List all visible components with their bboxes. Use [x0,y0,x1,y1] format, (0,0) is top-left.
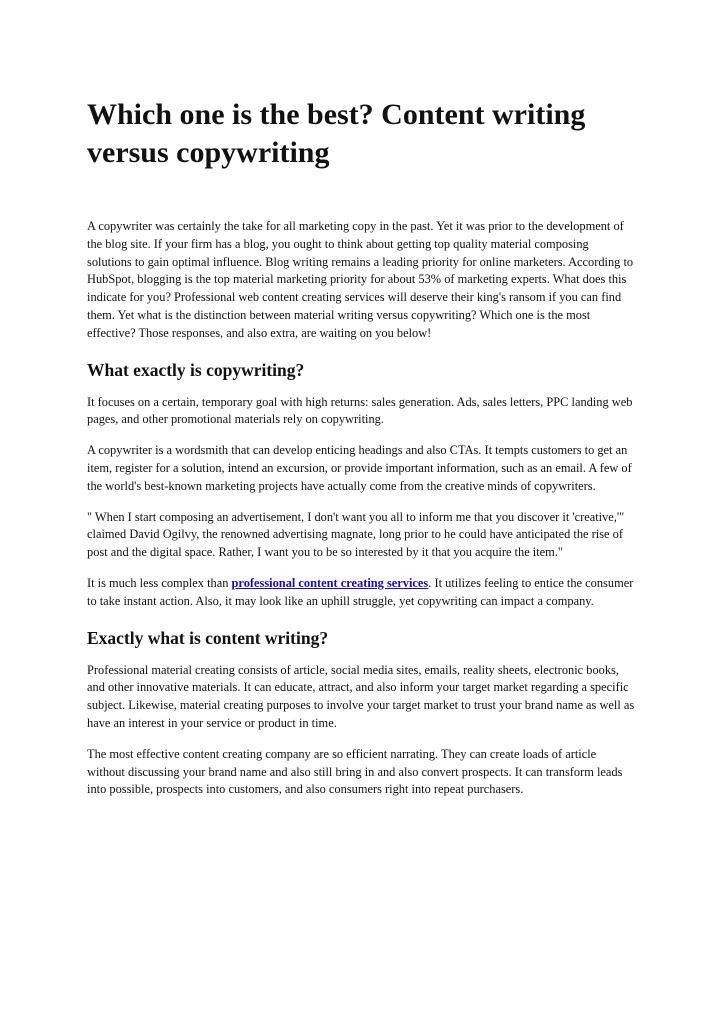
section-heading-content-writing: Exactly what is content writing? [87,627,329,648]
content-writing-paragraph-1: Professional material creating consists of article, social media sites, emails, reality sheets, electronic books, and other innovative materials. It can educate, attract, and also inform your target market regarding a specific subject. Likewise, material creating purposes to involve your target market to trust your brand name as well as have an interest in your service or product in time. [87,662,635,730]
copywriting-paragraph-3: " When I start composing an advertisement, I don't want you all to inform me that you discover it 'creative,'" claimed David Ogilvy, the renowned advertising magnate, long prior to he could have anticipated the rise of post and the digital space. Rather, I want you to be so interested by it that you acquire the item." [87,509,625,560]
section-heading-copywriting: What exactly is copywriting? [87,359,305,380]
copywriting-paragraph-1: It focuses on a certain, temporary goal with high returns: sales generation. Ads, sales letters, PPC landing web pages, and other promotional materials rely on copywriting. [87,394,633,427]
paragraph-text-before-link: It is much less complex than [87,575,232,590]
content-services-link[interactable]: professional content creating services [231,575,429,590]
content-writing-paragraph-2: The most effective content creating company are so efficient narrating. They can create loads of article without discussing your brand name and also still bring in and also convert prospects. It can transform leads into possible, prospects into customers, and also consumers right into repeat purchasers. [87,746,623,797]
intro-paragraph: A copywriter was certainly the take for all marketing copy in the past. Yet it was prior to the development of the blog site. If your firm has a blog, you ought to think about getting top quality material composing solutions to gain optimal influence. Blog writing remains a leading priority for online marketers. According to HubSpot, blogging is the top material marketing priority for about 53% of marketing experts. What does this indicate for you? Professional web content creating services will deserve their king's ransom if you can find them. Yet what is the distinction between material writing versus copywriting? Which one is the most effective? Those responses, and also extra, are waiting on you below! [87,219,634,340]
copywriting-paragraph-2: A copywriter is a wordsmith that can develop enticing headings and also CTAs. It tempts customers to get an item, register for a solution, intend an excursion, or provide important information, such as an email. A few of the world's best-known marketing projects have actually come from the creative minds of copywriters. [87,443,632,493]
page-title: Which one is the best? Content writing versus copywriting [87,98,586,169]
copywriting-paragraph-4 [87,575,635,611]
paragraph-text-after-link: . It utilizes feeling to entice the consumer to take instant action. Also, it may look like an uphill struggle, yet copywriting can impact a company. [87,575,634,608]
document-page [87,96,635,812]
